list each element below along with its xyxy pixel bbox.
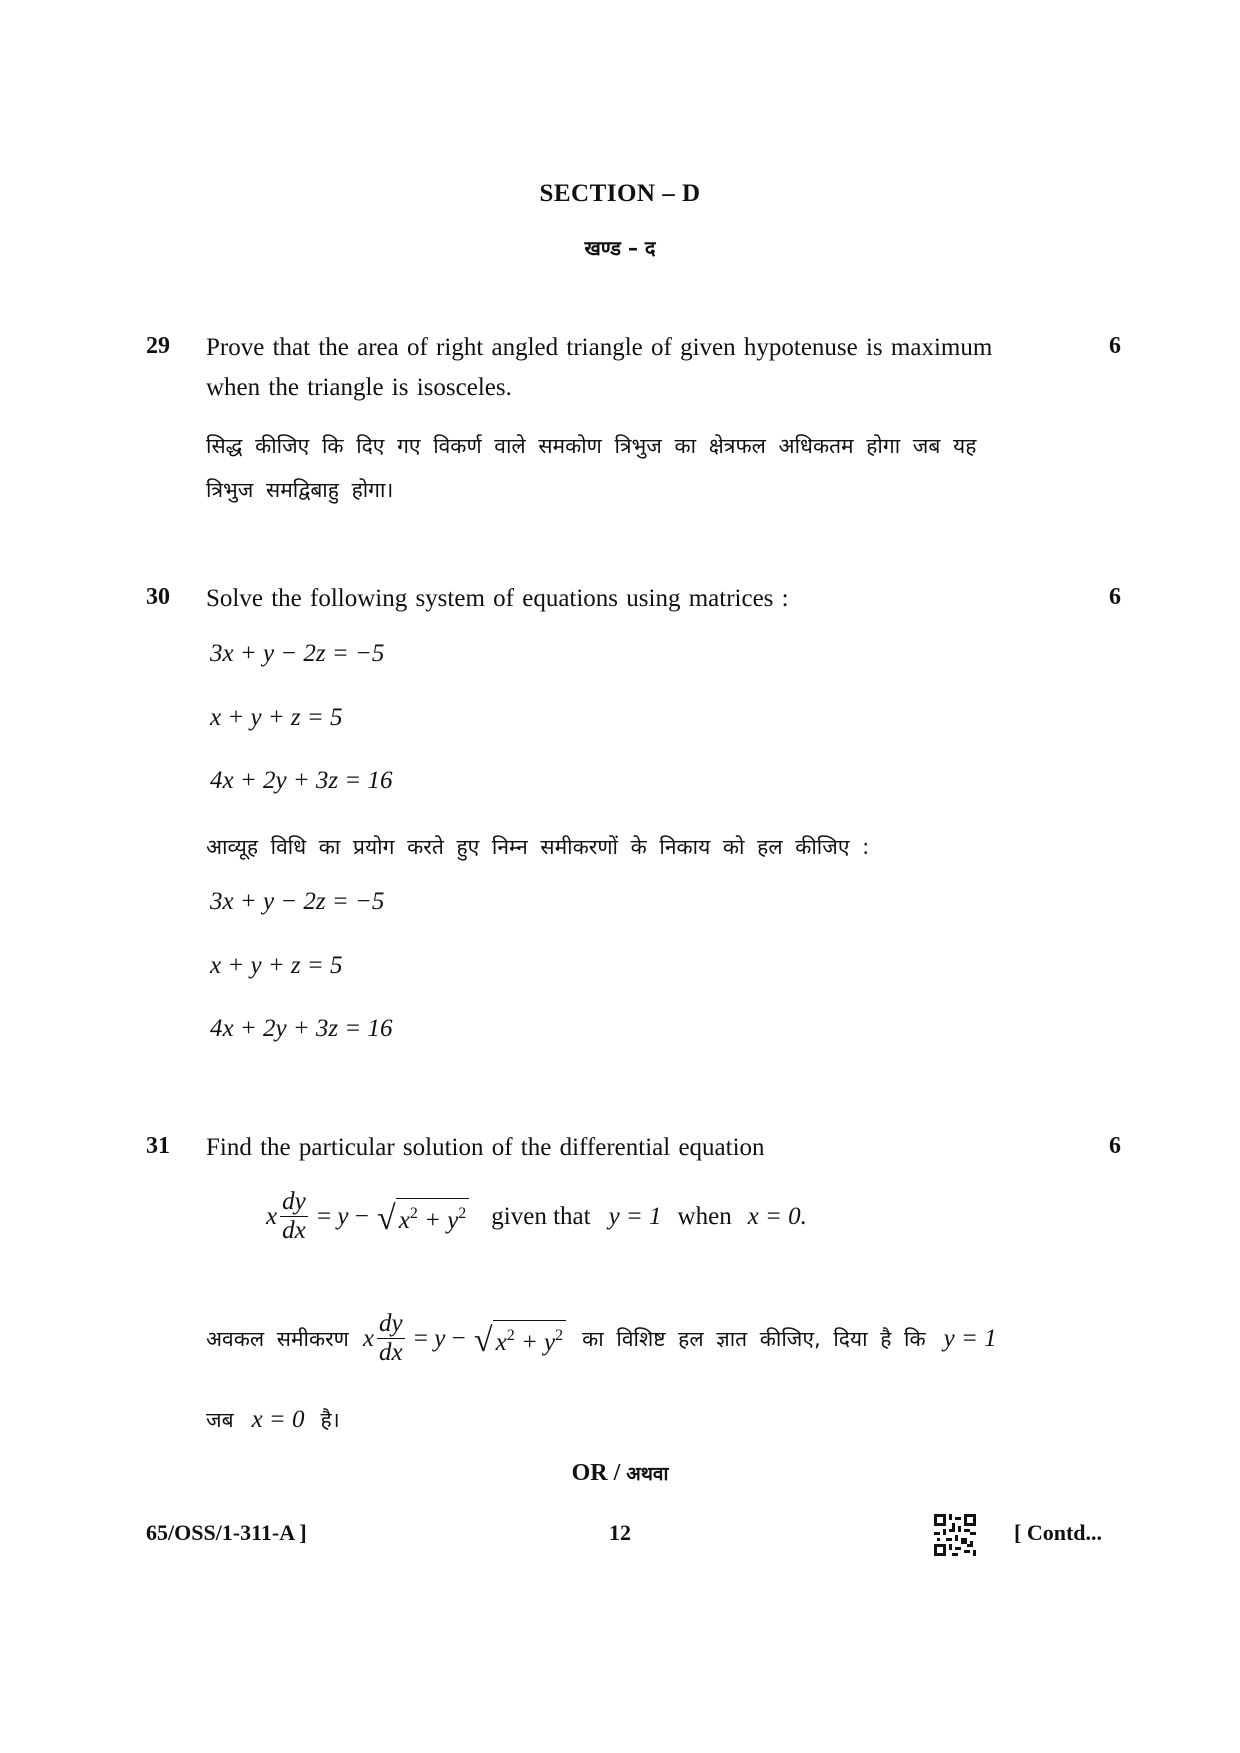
- question-30-hindi-equation-2: x + y + z = 5: [210, 952, 343, 979]
- question-29-hindi: [206, 424, 1086, 512]
- question-30-hindi: आव्यूह विधि का प्रयोग करते हुए निम्न समीकरणों के निकाय को हल कीजिए :: [206, 835, 870, 859]
- or-label-en: OR /: [571, 1460, 621, 1486]
- question-31-hindi-line: अवकल समीकरण x $\frac{dy}{dx}$ = y − √ $x^2 + y^2$ का विशिष्ट हल ज्ञात कीजिए, दिया है कि y = 1: [206, 1310, 997, 1366]
- question-29-english-line-2: when the triangle is isosceles.: [206, 374, 512, 401]
- question-29-english-line-1: Prove that the area of right angled triangle of given hypotenuse is maximum: [206, 334, 993, 361]
- question-30-equation-3: 4x + 2y + 3z = 16: [210, 767, 393, 794]
- question-31-differential-equation: x $\frac{dy}{dx}$ = y − √ $x^2 + y^2$ given that y = 1 when x = 0.: [266, 1188, 807, 1244]
- hindi-end-label: है।: [320, 1408, 340, 1432]
- qr-code-icon: [934, 1514, 976, 1556]
- question-number-30: 30: [146, 584, 170, 610]
- question-marks-30: 6: [1109, 584, 1121, 610]
- section-title: SECTION – D: [539, 180, 701, 207]
- hindi-condition-x: x = 0: [251, 1406, 305, 1433]
- condition-x: x = 0.: [747, 1202, 807, 1230]
- or-divider: [0, 1460, 1240, 1487]
- question-marks-31: 6: [1109, 1133, 1121, 1159]
- square-root: √ $x^2 + y^2$: [377, 1198, 469, 1236]
- question-30-hindi-equation-1: 3x + y − 2z = −5: [210, 888, 385, 915]
- question-30-equation-2: x + y + z = 5: [210, 704, 343, 731]
- square-root-hindi: √ $x^2 + y^2$: [474, 1320, 566, 1358]
- question-30-hindi-equation-3: 4x + 2y + 3z = 16: [210, 1015, 393, 1042]
- paper-code: 65/OSS/1-311-A ]: [146, 1520, 307, 1545]
- question-30-equation-1: 3x + y − 2z = −5: [210, 640, 385, 667]
- question-30-english: Solve the following system of equations using matrices :: [206, 585, 789, 612]
- question-31-hindi-line-2: [206, 1406, 340, 1434]
- question-31-english: Find the particular solution of the differential equation: [206, 1134, 765, 1161]
- dy-dx-fraction: $\frac{dy}{dx}$: [282, 1188, 306, 1244]
- hindi-condition-y: y = 1: [943, 1324, 997, 1352]
- continued-label: [ Contd...: [1014, 1520, 1103, 1545]
- or-label-hi: अथवा: [626, 1463, 669, 1485]
- question-31-hindi-prefix: अवकल समीकरण: [206, 1326, 349, 1351]
- question-marks-29: 6: [1109, 333, 1121, 359]
- condition-y: y = 1: [608, 1202, 662, 1230]
- question-number-29: 29: [146, 333, 170, 359]
- when-label: when: [677, 1202, 732, 1230]
- hindi-when-label: जब: [206, 1408, 234, 1432]
- question-29-hindi-line-2: त्रिभुज समद्विबाहु होगा।: [206, 478, 394, 502]
- section-title-hindi: खण्ड – द: [584, 236, 656, 260]
- question-31-hindi-middle: का विशिष्ट हल ज्ञात कीजिए, दिया है कि: [582, 1326, 926, 1351]
- dy-dx-fraction-hindi: $\frac{dy}{dx}$: [378, 1310, 403, 1366]
- page-number: 12: [609, 1520, 631, 1545]
- question-number-31: 31: [146, 1133, 170, 1159]
- given-that-label: given that: [491, 1202, 591, 1230]
- question-29-hindi-line-1: सिद्ध कीजिए कि दिए गए विकर्ण वाले समकोण त्रिभुज का क्षेत्रफल अधिकतम होगा जब यह: [206, 434, 977, 458]
- question-29-english: [206, 328, 1086, 408]
